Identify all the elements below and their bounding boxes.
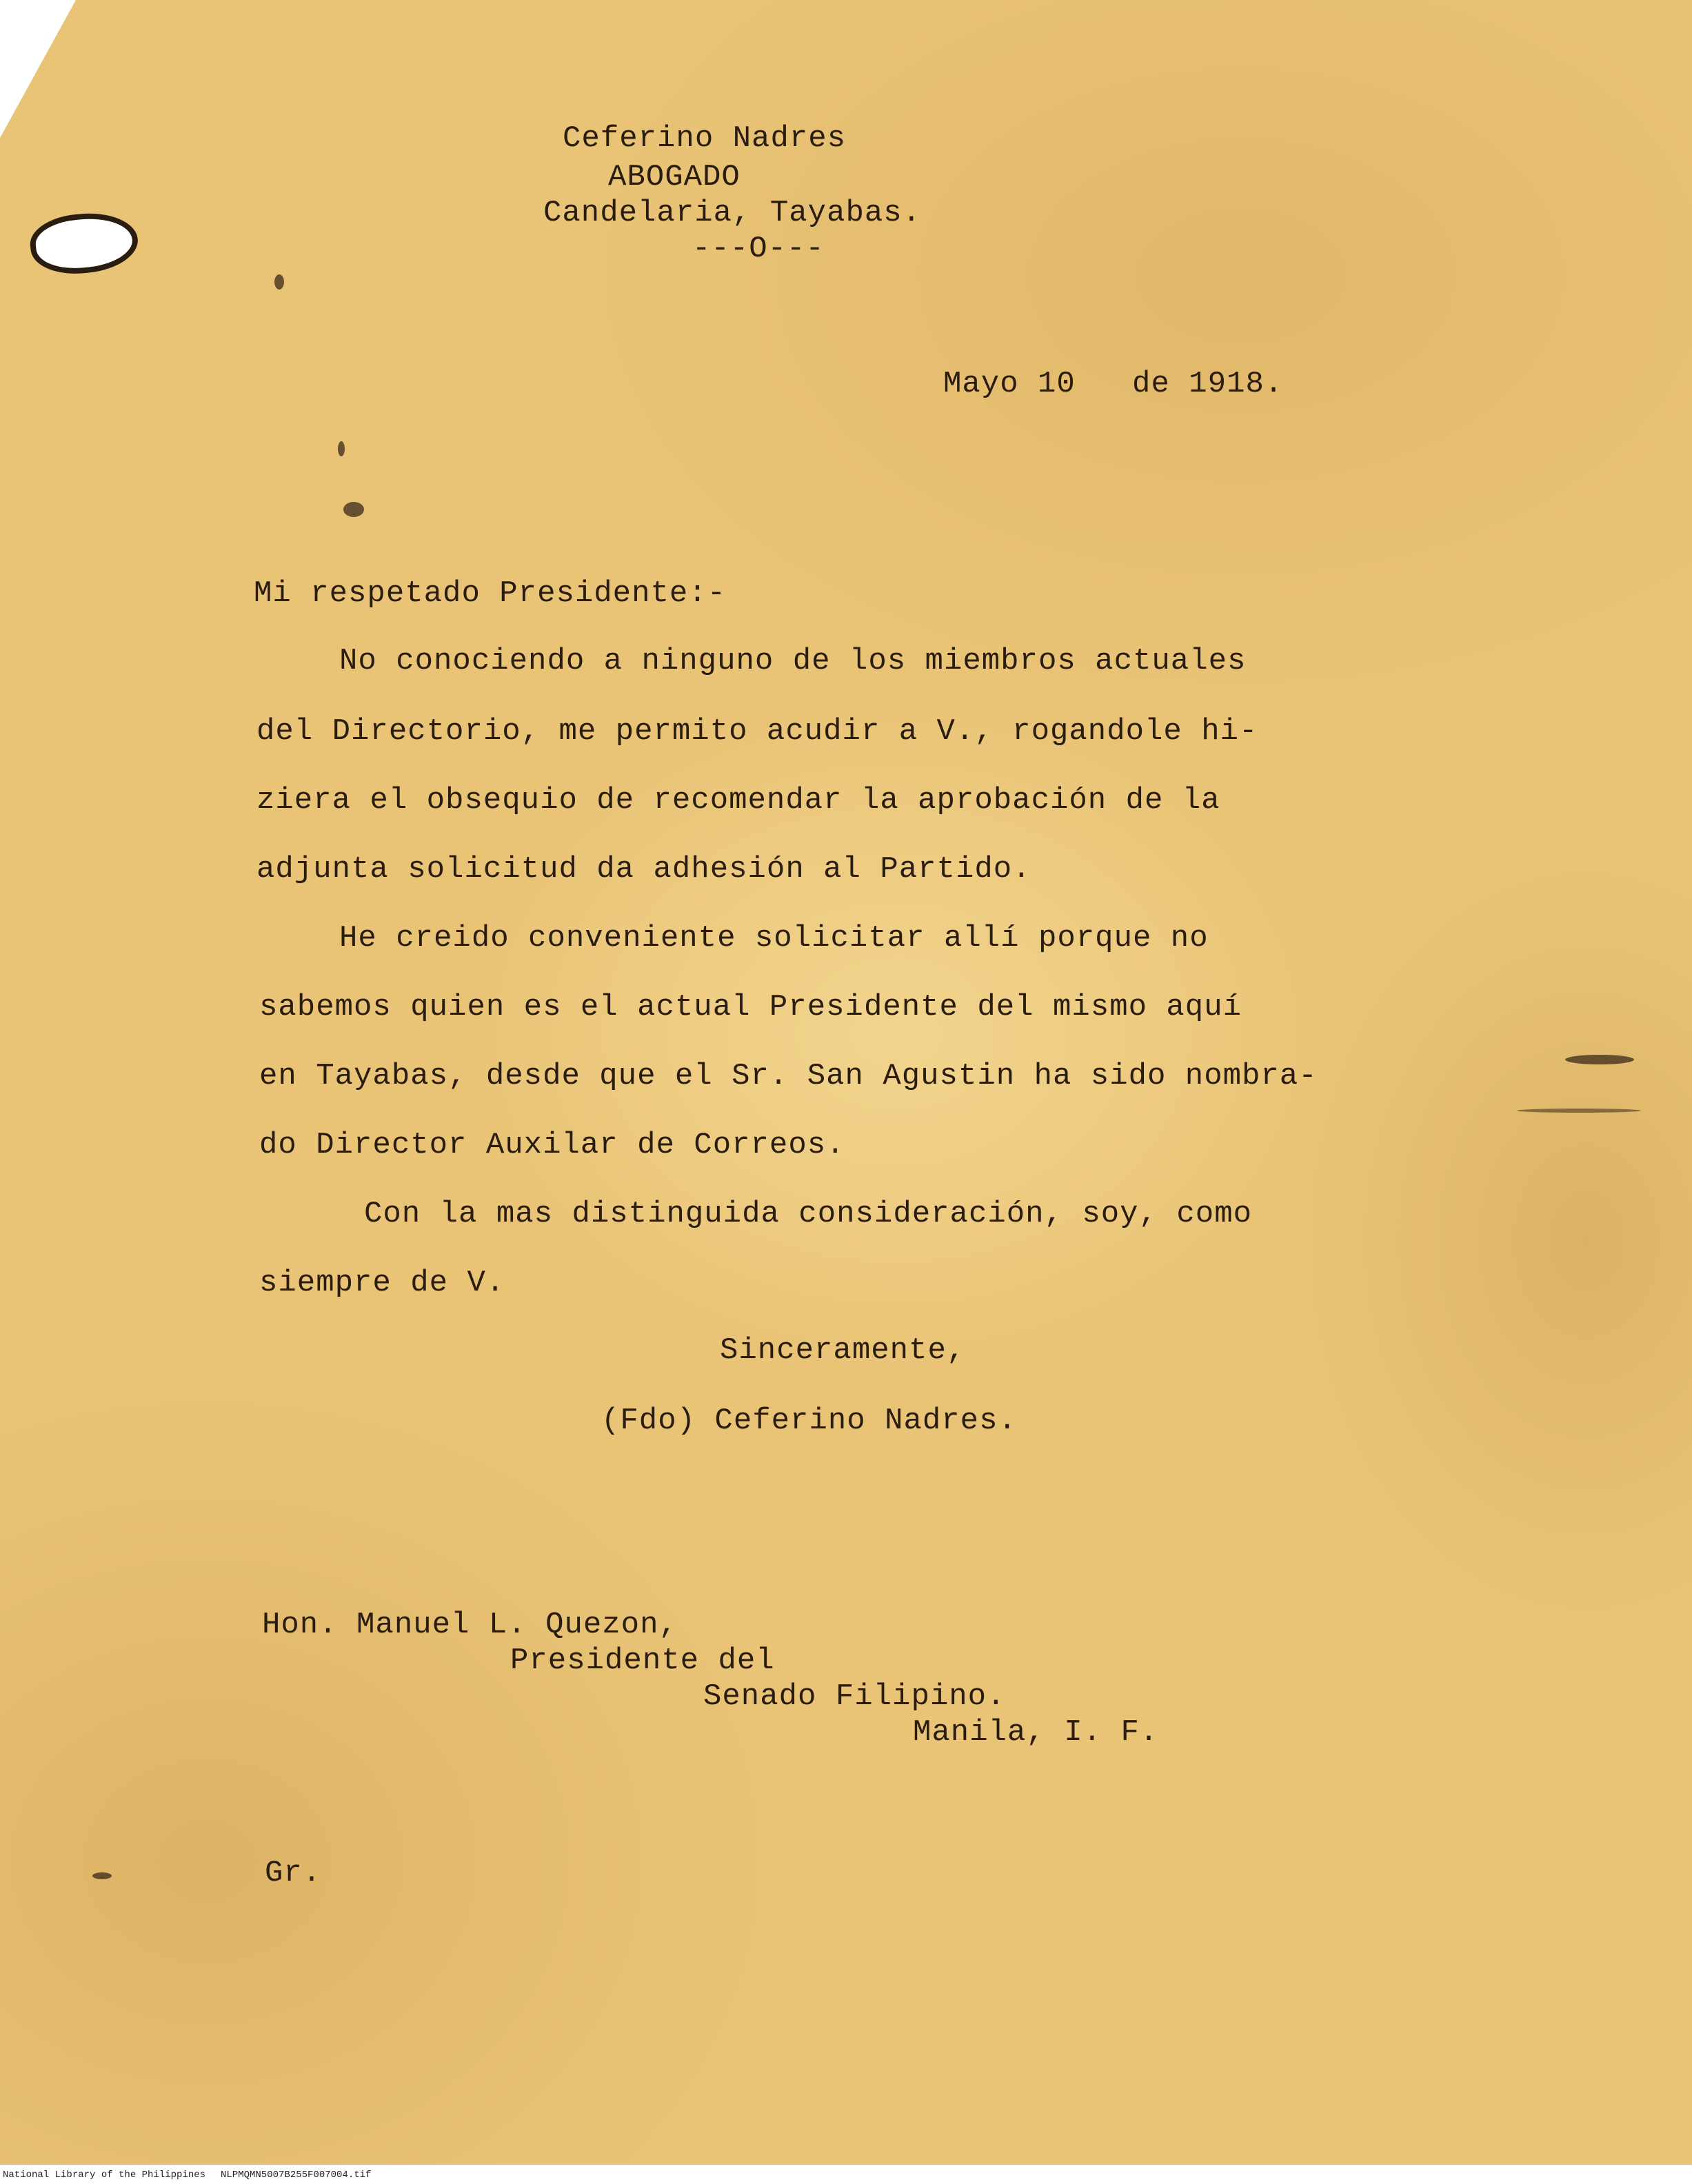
body-line: del Directorio, me permito acudir a V., rogandole hi- xyxy=(256,714,1258,749)
ink-smudge xyxy=(274,274,284,290)
letterhead-separator: ---O--- xyxy=(692,232,825,266)
ink-smudge xyxy=(343,502,364,517)
ink-smudge xyxy=(338,441,345,456)
body-line: en Tayabas, desde que el Sr. San Agustin ha sido nombra- xyxy=(259,1059,1318,1093)
letter-date: Mayo 10 de 1918. xyxy=(943,367,1284,401)
ink-smudge xyxy=(1517,1109,1641,1113)
body-line: ziera el obsequio de recomendar la aprobación de la xyxy=(256,783,1220,818)
ink-smudge xyxy=(92,1872,112,1879)
addressee-line4: Manila, I. F. xyxy=(913,1715,1159,1750)
addressee-line2: Presidente del xyxy=(510,1644,775,1678)
addressee-line3: Senado Filipino. xyxy=(703,1679,1006,1714)
typist-initials: Gr. xyxy=(265,1856,322,1890)
body-line: do Director Auxilar de Correos. xyxy=(259,1128,845,1162)
closing: Sinceramente, xyxy=(720,1333,966,1368)
footer-archive: National Library of the Philippines xyxy=(3,2170,206,2181)
body-line: sabemos quien es el actual Presidente del mismo aquí xyxy=(259,990,1242,1024)
body-line: No conociendo a ninguno de los miembros actuales xyxy=(339,644,1247,678)
body-line: adjunta solicitud da adhesión al Partido. xyxy=(256,852,1031,887)
letterhead-title: ABOGADO xyxy=(608,160,741,194)
letterhead-location: Candelaria, Tayabas. xyxy=(543,196,922,230)
addressee-line1: Hon. Manuel L. Quezon, xyxy=(262,1608,678,1642)
body-line: siempre de V. xyxy=(259,1266,505,1300)
body-line: He creido conveniente solicitar allí porque no xyxy=(339,921,1209,956)
signature: (Fdo) Ceferino Nadres. xyxy=(601,1404,1017,1438)
body-line: Con la mas distinguida consideración, soy, como xyxy=(364,1197,1253,1231)
footer-file-id: NLPMQMN5007B255F007004.tif xyxy=(221,2170,372,2181)
salutation: Mi respetado Presidente:- xyxy=(254,576,727,611)
ink-smudge xyxy=(1565,1055,1634,1064)
letterhead-name: Ceferino Nadres xyxy=(563,121,847,156)
